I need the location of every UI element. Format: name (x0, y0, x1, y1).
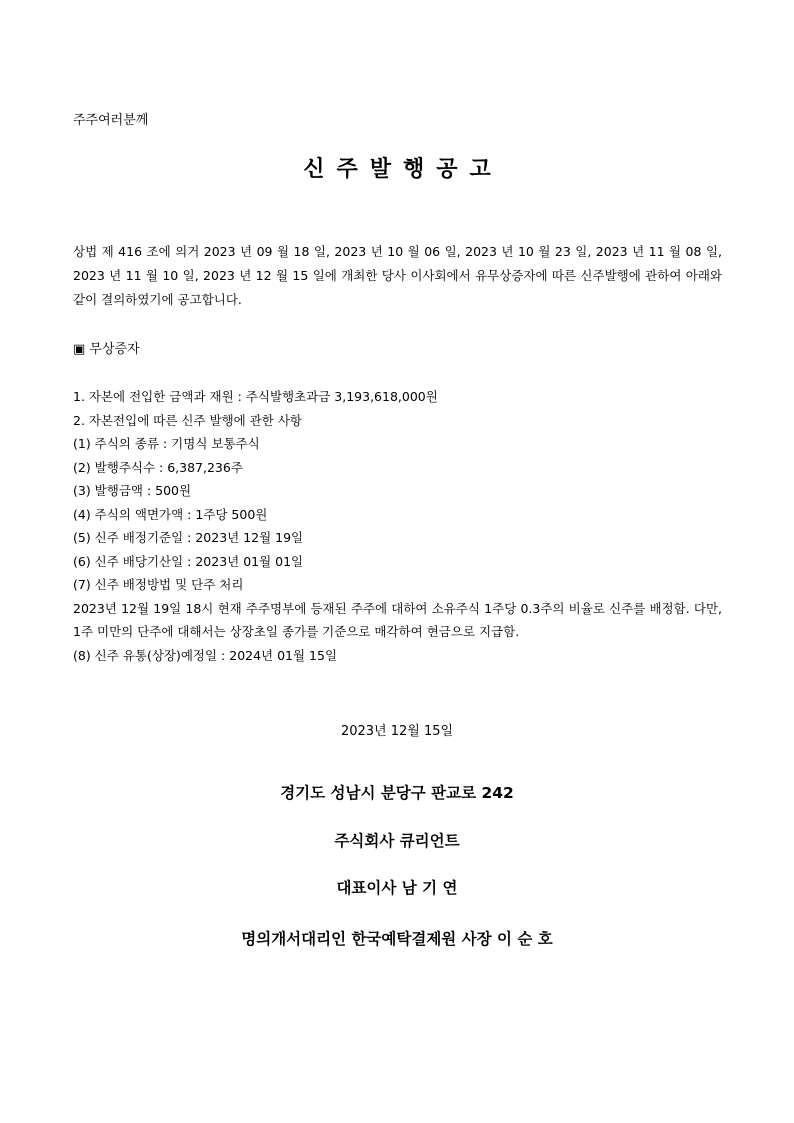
company-name: 주식회사 큐리언트 (334, 832, 460, 850)
salutation: 주주여러분께 (73, 113, 149, 128)
list-item: (7) 신주 배정방법 및 단주 처리 (73, 577, 244, 592)
list-item: (5) 신주 배정기준일 : 2023년 12월 19일 (73, 530, 304, 545)
item-list (73, 385, 722, 667)
transfer-agent: 명의개서대리인 한국예탁결제원 사장 이 순 호 (241, 930, 553, 948)
list-item: (6) 신주 배당기산일 : 2023년 01월 01일 (73, 553, 304, 569)
intro-paragraph: 상법 제 416 조에 의거 2023 년 09 월 18 일, 2023 년 10 월 06 일, 2023 년 10 월 23 일, 2023 년 11 월 08 일, 2023 년 11 월 10 일, 2023 년 12 월 15 일에 개최한 당사 이사회에서 유무상증자에 따른 신주발행에 관하여 아래와 같이 결의하였기에 공고합니다. (73, 244, 722, 307)
company-address: 경기도 성남시 분당구 판교로 242 (280, 784, 514, 802)
list-item: (3) 발행금액 : 500원 (73, 483, 192, 498)
list-item: (2) 발행주식수 : 6,387,236주 (73, 459, 243, 475)
list-item: 1. 자본에 전입한 금액과 재원 : 주식발행초과금 3,193,618,000원 (73, 389, 438, 404)
list-item: (4) 주식의 액면가액 : 1주당 500원 (73, 506, 268, 522)
page-title: 신주발행공고 (303, 157, 503, 182)
section-heading: ▣ 무상증자 (73, 342, 140, 357)
ceo-name: 대표이사 남 기 연 (336, 879, 458, 897)
announcement-date: 2023년 12월 15일 (340, 724, 454, 739)
list-item: (8) 신주 유통(상장)예정일 : 2024년 01월 15일 (73, 647, 338, 663)
list-item: (1) 주식의 종류 : 기명식 보통주식 (73, 436, 260, 451)
list-item: 2023년 12월 19일 18시 현재 주주명부에 등재된 주주에 대하여 소유주식 1주당 0.3주의 비율로 신주를 배정함. 다만, 1주 미만의 단주에 대해서는 상장초일 종가를 기준으로 매각하여 현금으로 지급함. (73, 600, 722, 639)
list-item: 2. 자본전입에 따른 신주 발행에 관한 사항 (73, 412, 302, 428)
